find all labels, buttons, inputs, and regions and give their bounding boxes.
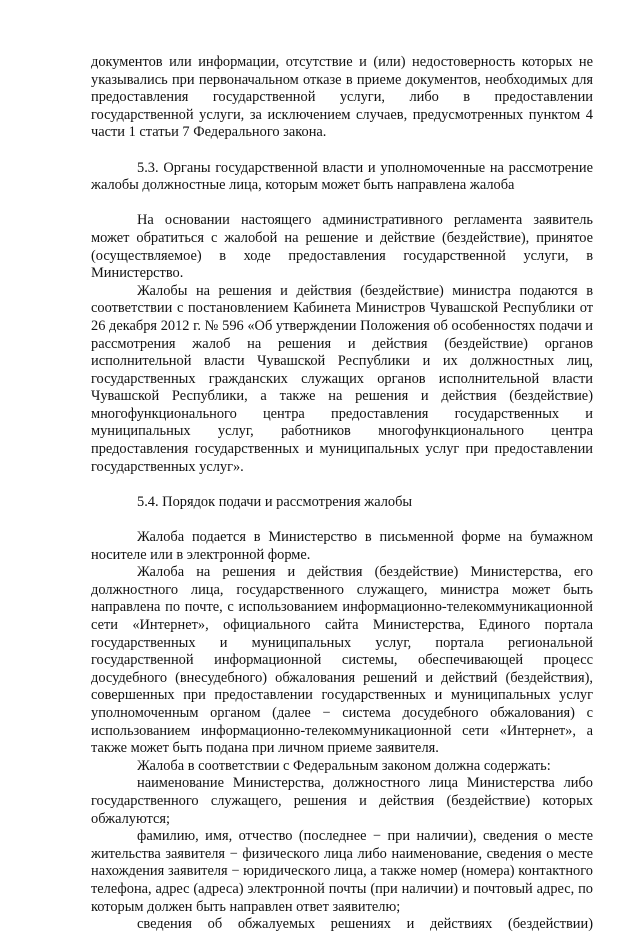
- paragraph-continuation: документов или информации, отсутствие и (или) недостоверность которых не указывались при первоначальном отказе в приеме документов, необходимых для предоставления государственной услуги, либо в предоставлении государственной услуги, за исключением случаев, предусмотренных пунктом 4 части 1 статьи 7 Федерального закона.: [91, 54, 593, 141]
- spacer: [91, 476, 593, 494]
- spacer: [91, 142, 593, 160]
- paragraph: Жалоба в соответствии с Федеральным законом должна содержать:: [137, 757, 551, 774]
- paragraph: На основании настоящего административного регламента заявитель может обратиться с жалобой на решение и действие (бездействие), принятое (осуществляемое) в ходе предоставления государственной услуги, в Министерство.: [91, 212, 593, 282]
- section-heading-5-3: 5.3. Органы государственной власти и уполномоченные на рассмотрение жалобы должностные лица, которым может быть направлена жалоба: [91, 159, 593, 194]
- paragraph: Жалоба подается в Министерство в письменной форме на бумажном носителе или в электронной форме.: [91, 529, 593, 563]
- list-item: сведения об обжалуемых решениях и действиях (бездействии): [137, 916, 593, 933]
- spacer: [91, 511, 593, 529]
- list-item: наименование Министерства, должностного лица Министерства либо государственного служащего, решения и действия (бездействие) которых обжалуются;: [91, 775, 593, 827]
- list-item: фамилию, имя, отчество (последнее − при наличии), сведения о месте жительства заявителя − физического лица либо наименование, сведения о месте нахождения заявителя − юридического лица, а также номер (номера) контактного телефона, адрес (адреса) электронной почты (при наличии) и почтовый адрес, по которым должен быть направлен ответ заявителю;: [91, 828, 593, 915]
- paragraph: Жалоба на решения и действия (бездействие) Министерства, его должностного лица, государственного служащего, министра может быть направлена по почте, с использованием информационно-телекоммуникационной сети «Интернет», официального сайта Министерства, Единого портала государственных и муниципальных услуг, портала региональной государственной информационной системы, обеспечивающей процесс досудебного (внесудебного) обжалования решений и действий (бездействия), совершенных при предоставлении государственных и муниципальных услуг уполномоченным органом (далее − система досудебного обжалования) с использованием информационно-телекоммуникационной сети «Интернет», а также может быть подана при личном приеме заявителя.: [91, 564, 593, 757]
- spacer: [91, 195, 593, 213]
- section-heading-5-4: 5.4. Порядок подачи и рассмотрения жалобы: [137, 493, 413, 510]
- document-page: [91, 54, 593, 934]
- paragraph: Жалобы на решения и действия (бездействие) министра подаются в соответствии с постановлением Кабинета Министров Чувашской Республики от 26 декабря 2012 г. № 596 «Об утверждении Положения об особенностях подачи и рассмотрения жалоб на решения и действия (бездействие) органов исполнительной власти Чувашской Республики и их должностных лиц, государственных гражданских служащих органов исполнительной власти Чувашской Республики, а также на решения и действия (бездействие) многофункционального центра предоставления государственных и муниципальных услуг, работников многофункционального центра предоставления государственных и муниципальных услуг при предоставлении государственных услуг».: [91, 282, 593, 475]
